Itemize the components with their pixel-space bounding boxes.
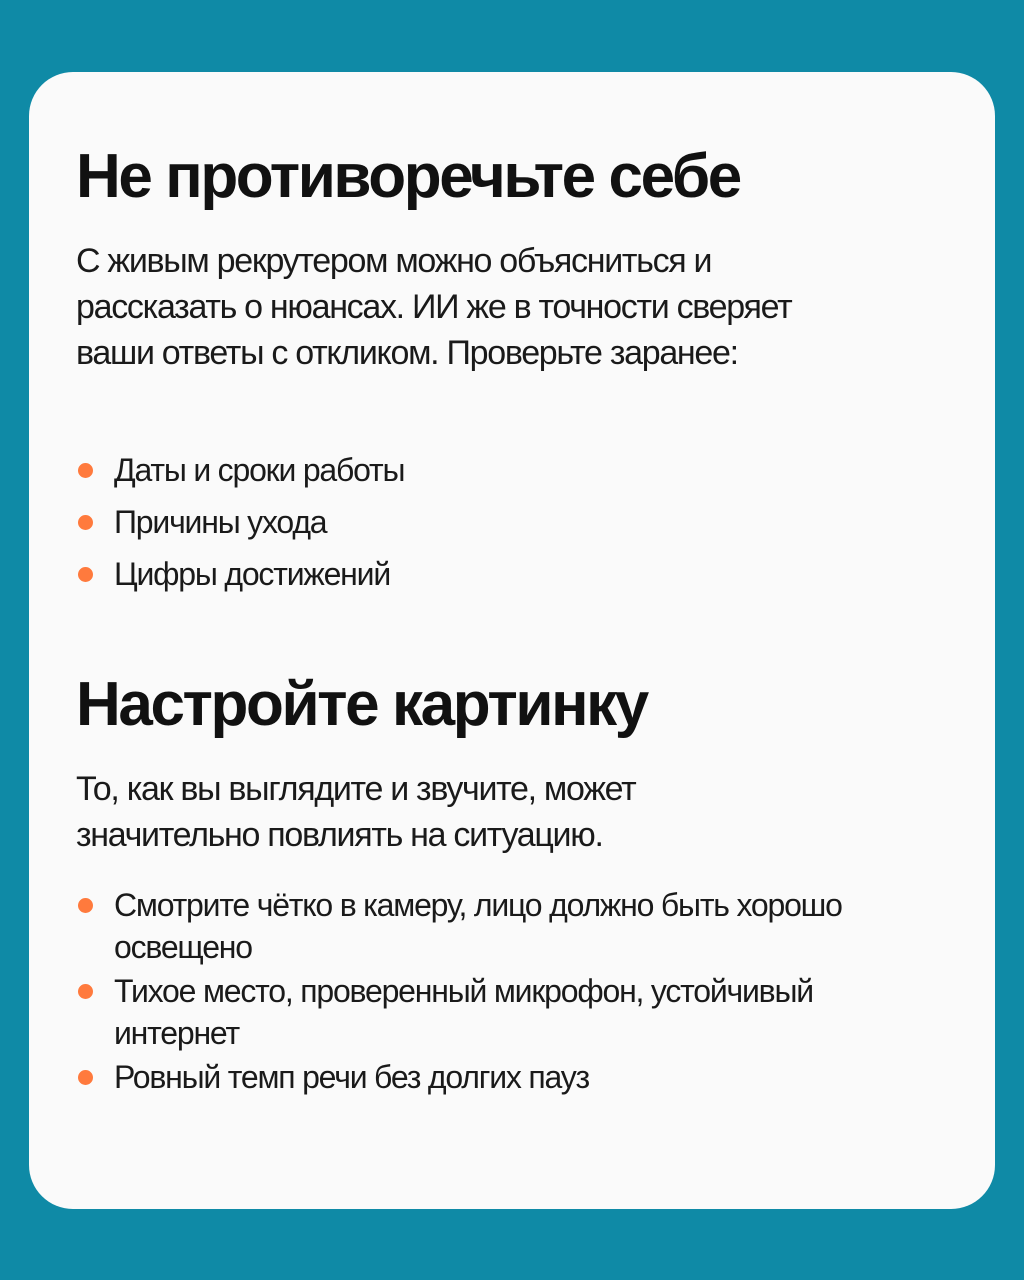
bullet-dot-icon — [78, 898, 93, 913]
section1-lead: С живым рекрутером можно объясниться и рассказать о нюансах. ИИ же в точности сверяет ваши ответы с откликом. Проверьте заранее: — [76, 242, 792, 372]
section1-list — [76, 444, 404, 600]
list-item — [76, 548, 404, 600]
list-item — [76, 444, 404, 496]
list-item — [76, 970, 856, 1054]
bullet-dot-icon — [78, 567, 93, 582]
list-item — [76, 1056, 856, 1098]
section2-title: Настройте картинку — [76, 670, 647, 739]
list-item-text: Тихое место, проверенный микрофон, устойчивый интернет — [114, 973, 813, 1051]
section2-lead: То, как вы выглядите и звучите, может значительно повлиять на ситуацию. — [76, 770, 636, 854]
bullet-dot-icon — [78, 984, 93, 999]
list-item-text: Даты и сроки работы — [114, 452, 405, 488]
section2-list — [76, 884, 856, 1100]
list-item-text: Ровный темп речи без долгих пауз — [114, 1059, 589, 1095]
bullet-dot-icon — [78, 463, 93, 478]
bullet-dot-icon — [78, 515, 93, 530]
list-item-text: Цифры достижений — [114, 556, 390, 592]
list-item-text: Причины ухода — [114, 504, 327, 540]
content-card — [29, 72, 995, 1209]
list-item — [76, 884, 856, 968]
bullet-dot-icon — [78, 1070, 93, 1085]
section1-title: Не противоречьте себе — [76, 142, 740, 211]
list-item-text: Смотрите чётко в камеру, лицо должно быть хорошо освещено — [114, 887, 842, 965]
list-item — [76, 496, 404, 548]
